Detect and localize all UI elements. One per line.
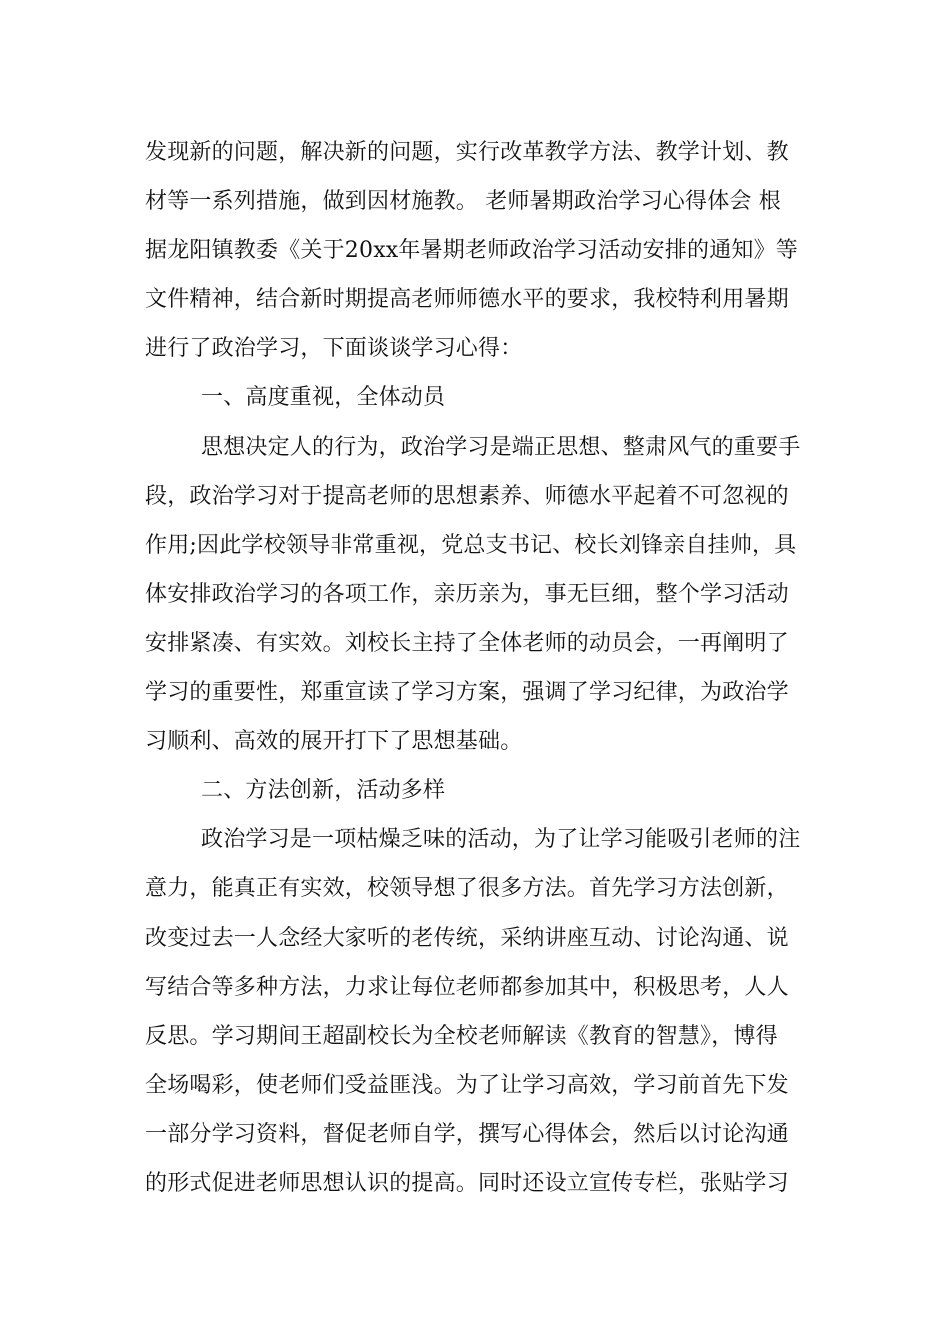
text-line: 作用;因此学校领导非常重视，党总支书记、校长刘锋亲自挂帅，具 <box>145 532 797 558</box>
text-line: 材等一系列措施，做到因材施教。 老师暑期政治学习心得体会 根 <box>145 189 781 215</box>
text-line: 写结合等多种方法，力求让每位老师都参加其中，积极思考，人人 <box>145 974 789 1000</box>
text-line: 一、高度重视，全体动员 <box>201 385 446 411</box>
text-line: 习顺利、高效的展开打下了思想基础。 <box>145 729 523 755</box>
text-line: 反思。学习期间王超副校长为全校老师解读《教育的智慧》，博得 <box>145 1023 778 1049</box>
text-line: 进行了政治学习，下面谈谈学习心得： <box>145 336 523 362</box>
text-line: 发现新的问题，解决新的问题，实行改革教学方法、教学计划、教 <box>145 140 789 165</box>
text-line: 据龙阳镇教委《关于20xx年暑期老师政治学习活动安排的通知》等 <box>145 238 799 264</box>
text-line: 学习的重要性，郑重宣读了学习方案，强调了学习纪律，为政治学 <box>145 680 789 706</box>
text-line: 文件精神，结合新时期提高老师师德水平的要求，我校特利用暑期 <box>145 287 789 313</box>
text-line: 二、方法创新，活动多样 <box>201 778 446 804</box>
text-line: 全场喝彩，使老师们受益匪浅。为了让学习高效，学习前首先下发 <box>145 1072 789 1098</box>
text-line: 政治学习是一项枯燥乏味的活动，为了让学习能吸引老师的注 <box>201 827 801 853</box>
document-body <box>145 128 810 1208</box>
text-line: 段，政治学习对于提高老师的思想素养、师德水平起着不可忽视的 <box>145 483 789 509</box>
text-line: 意力，能真正有实效，校领导想了很多方法。首先学习方法创新， <box>145 876 789 902</box>
text-line: 的形式促进老师思想认识的提高。同时还设立宣传专栏，张贴学习 <box>145 1170 789 1196</box>
text-line: 思想决定人的行为，政治学习是端正思想、整肃风气的重要手 <box>201 434 801 460</box>
text-line: 安排紧凑、有实效。刘校长主持了全体老师的动员会，一再阐明了 <box>145 630 789 656</box>
text-line: 一部分学习资料，督促老师自学，撰写心得体会，然后以讨论沟通 <box>145 1121 789 1147</box>
text-line: 体安排政治学习的各项工作，亲历亲为，事无巨细，整个学习活动 <box>145 581 789 607</box>
text-line: 改变过去一人念经大家听的老传统，采纳讲座互动、讨论沟通、说 <box>145 925 789 951</box>
